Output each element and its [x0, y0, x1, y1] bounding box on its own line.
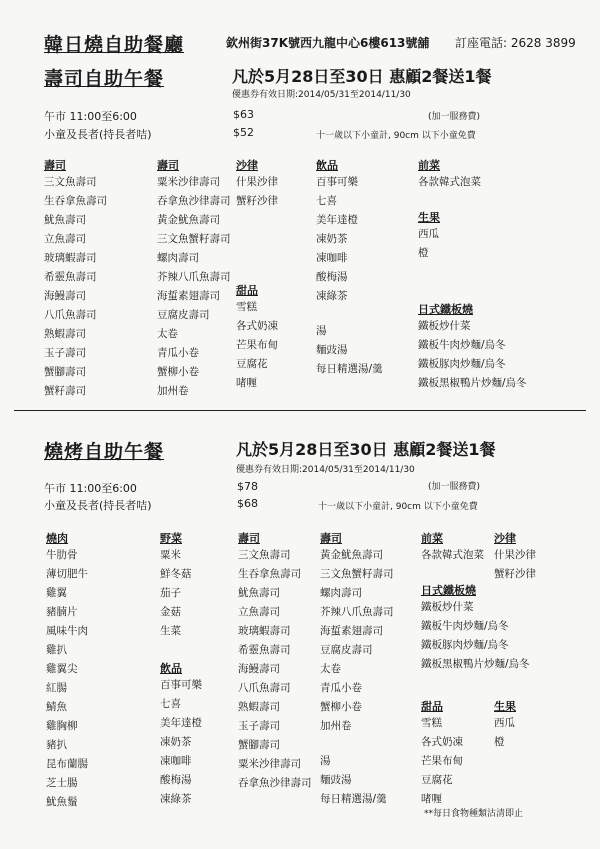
column-heading: 飲品: [160, 662, 182, 675]
menu-item: 凍奶茶: [160, 736, 192, 748]
drinks-column: [160, 660, 202, 809]
menu-item: 魷魚壽司: [238, 587, 280, 599]
menu-item: 三文魚蟹籽壽司: [320, 568, 394, 580]
menu-item: 芥辣八爪魚壽司: [320, 606, 394, 618]
sushi-column-2: [157, 157, 231, 401]
menu-item: 凍奶茶: [316, 233, 348, 245]
menu-item: 立魚壽司: [44, 233, 86, 245]
column-heading: 野菜: [160, 532, 182, 545]
sushi-column-2: [320, 530, 394, 736]
kid-price: $52: [233, 126, 254, 139]
kid-note: 十一歲以下小童計, 90cm 以下小童免費: [318, 502, 478, 512]
fruit-column: [494, 698, 516, 752]
menu-item: 每日精選湯/羹: [316, 363, 383, 375]
menu-item: 紅腸: [46, 682, 67, 694]
menu-item: 鐵板炒什菜: [421, 601, 474, 613]
menu-item: 凍綠茶: [160, 793, 192, 805]
menu-item: 八爪魚壽司: [238, 682, 291, 694]
menu-item: 昆布蘭腸: [46, 758, 88, 770]
column-heading: 飲品: [316, 159, 338, 172]
menu-item: 三文魚壽司: [44, 176, 97, 188]
menu-item: 蟹腳壽司: [44, 366, 86, 378]
restaurant-name: 韓日燒自助餐廳: [44, 34, 185, 56]
menu-item: 魷魚壽司: [44, 214, 86, 226]
menu-item: 黃金魷魚壽司: [157, 214, 220, 226]
menu-item: 魷魚鬚: [46, 796, 78, 808]
menu-item: 希靈魚壽司: [44, 271, 97, 283]
kid-note: 十一歲以下小童計, 90cm 以下小童免費: [316, 131, 476, 141]
service-charge: (加一服務費): [428, 112, 481, 122]
coupon-validity: 優惠券有效日期:2014/05/31至2014/11/30: [232, 90, 411, 100]
menu-item: 蟹籽壽司: [44, 385, 86, 397]
promo-text: 凡於5月28日至30日 惠顧2餐送1餐: [236, 440, 496, 459]
menu-item: 玉子壽司: [238, 720, 280, 732]
menu-item: 鮮冬菇: [160, 568, 192, 580]
menu-item: 風味牛肉: [46, 625, 88, 637]
appetizer-column: [421, 530, 484, 565]
menu-item: 湯: [320, 755, 331, 767]
drinks-column: [316, 157, 358, 306]
menu-item: 橙: [418, 247, 429, 259]
column-heading: 燒肉: [46, 532, 68, 545]
menu-item: 熟蝦壽司: [238, 701, 280, 713]
vegetable-column: [160, 530, 192, 641]
column-heading: 前菜: [418, 159, 440, 172]
menu-item: 芒果布甸: [421, 755, 463, 767]
menu-item: 雞胸柳: [46, 720, 78, 732]
soup-column: [320, 752, 387, 809]
promo-text: 凡於5月28日至30日 惠顧2餐送1餐: [232, 67, 492, 86]
restaurant-phone: 訂座電話: 2628 3899: [455, 36, 576, 50]
menu-item: 吞拿魚沙律壽司: [238, 777, 312, 789]
menu-item: 海鰻壽司: [44, 290, 86, 302]
menu-item: 雪糕: [236, 301, 257, 313]
column-heading: 日式鐵板燒: [421, 584, 476, 597]
menu-item: 酸梅湯: [316, 271, 348, 283]
menu-item: 加州卷: [157, 385, 189, 397]
menu-item: 啫喱: [236, 377, 257, 389]
column-heading: 前菜: [421, 532, 443, 545]
menu-item: 加州卷: [320, 720, 352, 732]
menu-item: 生菜: [160, 625, 181, 637]
menu-item: 鐵板黑椒鴨片炒麵/烏冬: [418, 377, 527, 389]
menu-item: 鐵板黑椒鴨片炒麵/烏冬: [421, 658, 530, 670]
menu-item: 什果沙律: [494, 549, 536, 561]
adult-price: $78: [237, 480, 258, 493]
menu-item: 每日精選湯/羹: [320, 793, 387, 805]
menu-item: 玉子壽司: [44, 347, 86, 359]
section-divider: [14, 410, 586, 411]
teppanyaki-column: [421, 582, 530, 674]
menu-item: 雞翼尖: [46, 663, 78, 675]
menu-item: 鐵板炒什菜: [418, 320, 471, 332]
column-heading: 沙律: [494, 532, 516, 545]
sushi-column-1: [238, 530, 312, 793]
fruit-column: [418, 209, 440, 263]
menu-item: 凍咖啡: [160, 755, 192, 767]
menu-item: 玻璃蝦壽司: [44, 252, 97, 264]
menu-item: 玻璃蝦壽司: [238, 625, 291, 637]
section-title-bbq: 燒烤自助午餐: [44, 441, 165, 463]
coupon-validity: 優惠券有效日期:2014/05/31至2014/11/30: [236, 465, 415, 475]
menu-item: 七喜: [160, 698, 181, 710]
menu-item: 螺肉壽司: [320, 587, 362, 599]
menu-item: 螺肉壽司: [157, 252, 199, 264]
menu-item: 豆腐花: [421, 774, 453, 786]
menu-item: 麵豉湯: [316, 344, 348, 356]
menu-item: 橙: [494, 736, 505, 748]
menu-item: 三文魚蟹籽壽司: [157, 233, 231, 245]
menu-item: 青瓜小卷: [157, 347, 199, 359]
menu-item: 牛肋骨: [46, 549, 78, 561]
menu-item: 蟹籽沙律: [494, 568, 536, 580]
menu-item: 啫喱: [421, 793, 442, 805]
menu-item: 吞拿魚沙律壽司: [157, 195, 231, 207]
menu-item: 薄切肥牛: [46, 568, 88, 580]
menu-item: 金菇: [160, 606, 181, 618]
menu-item: 八爪魚壽司: [44, 309, 97, 321]
appetizer-column: [418, 157, 481, 192]
menu-item: 豆腐皮壽司: [157, 309, 210, 321]
column-heading: 沙律: [236, 159, 258, 172]
column-heading: 壽司: [320, 532, 342, 545]
menu-item: 芒果布甸: [236, 339, 278, 351]
sushi-column-1: [44, 157, 107, 401]
menu-item: 豆腐花: [236, 358, 268, 370]
menu-item: 鯖魚: [46, 701, 67, 713]
menu-item: 海蜇素翅壽司: [320, 625, 383, 637]
menu-item: 雪糕: [421, 717, 442, 729]
lunch-time: 午市 11:00至6:00: [44, 110, 137, 123]
footnote: **每日食物種類沽清即止: [424, 809, 524, 819]
menu-item: 粟米沙律壽司: [157, 176, 220, 188]
dessert-column: [421, 698, 463, 809]
menu-item: 茄子: [160, 587, 181, 599]
menu-item: 鐵板牛肉炒麵/烏冬: [418, 339, 506, 351]
menu-item: 湯: [316, 325, 327, 337]
menu-item: 芥辣八爪魚壽司: [157, 271, 231, 283]
menu-item: 鐵板豚肉炒麵/烏冬: [418, 358, 506, 370]
menu-item: 豆腐皮壽司: [320, 644, 373, 656]
column-heading: 生果: [494, 700, 516, 713]
menu-item: 粟米: [160, 549, 181, 561]
menu-item: 豬腩片: [46, 606, 78, 618]
dessert-column: [236, 282, 278, 393]
menu-item: 凍綠茶: [316, 290, 348, 302]
column-heading: 壽司: [44, 159, 66, 172]
menu-item: 蟹腳壽司: [238, 739, 280, 751]
menu-item: 各款韓式泡菜: [421, 549, 484, 561]
menu-item: 太卷: [157, 328, 178, 340]
section-title-sushi: 壽司自助午餐: [44, 68, 165, 90]
column-heading: 壽司: [238, 532, 260, 545]
menu-item: 西瓜: [494, 717, 515, 729]
menu-item: 七喜: [316, 195, 337, 207]
menu-item: 凍咖啡: [316, 252, 348, 264]
menu-item: 酸梅湯: [160, 774, 192, 786]
restaurant-address: 欽州街37K號西九龍中心6樓613號舖: [226, 36, 430, 50]
salad-column: [494, 530, 536, 584]
column-heading: 生果: [418, 211, 440, 224]
salad-column: [236, 157, 278, 211]
menu-item: 黃金魷魚壽司: [320, 549, 383, 561]
menu-item: 立魚壽司: [238, 606, 280, 618]
service-charge: (加一服務費): [428, 482, 481, 492]
menu-item: 百事可樂: [160, 679, 202, 691]
kid-label: 小童及長者(持長者咭): [44, 128, 152, 141]
column-heading: 壽司: [157, 159, 179, 172]
menu-item: 鐵板牛肉炒麵/烏冬: [421, 620, 509, 632]
menu-item: 蟹柳小卷: [320, 701, 362, 713]
column-heading: 甜品: [421, 700, 443, 713]
menu-item: 粟米沙律壽司: [238, 758, 301, 770]
lunch-time: 午市 11:00至6:00: [44, 482, 137, 495]
menu-item: 熟蝦壽司: [44, 328, 86, 340]
kid-price: $68: [237, 497, 258, 510]
menu-item: 鐵板豚肉炒麵/烏冬: [421, 639, 509, 651]
menu-item: 芝士腸: [46, 777, 78, 789]
column-heading: 日式鐵板燒: [418, 303, 473, 316]
menu-item: 希靈魚壽司: [238, 644, 291, 656]
soup-column: [316, 322, 383, 379]
kid-label: 小童及長者(持長者咭): [44, 499, 152, 512]
menu-item: 各式奶凍: [236, 320, 278, 332]
menu-item: 百事可樂: [316, 176, 358, 188]
menu-item: 什果沙律: [236, 176, 278, 188]
menu-item: 各款韓式泡菜: [418, 176, 481, 188]
menu-item: 各式奶凍: [421, 736, 463, 748]
menu-item: 太卷: [320, 663, 341, 675]
menu-item: 海鰻壽司: [238, 663, 280, 675]
adult-price: $63: [233, 108, 254, 121]
menu-item: 雞扒: [46, 644, 67, 656]
menu-item: 蟹柳小卷: [157, 366, 199, 378]
menu-item: 豬扒: [46, 739, 67, 751]
teppanyaki-column: [418, 301, 527, 393]
menu-item: 蟹籽沙律: [236, 195, 278, 207]
menu-item: 美年達橙: [160, 717, 202, 729]
menu-item: 雞翼: [46, 587, 67, 599]
column-heading: 甜品: [236, 284, 258, 297]
menu-item: 麵豉湯: [320, 774, 352, 786]
menu-item: 三文魚壽司: [238, 549, 291, 561]
menu-item: 美年達橙: [316, 214, 358, 226]
menu-item: 青瓜小卷: [320, 682, 362, 694]
menu-item: 生吞拿魚壽司: [44, 195, 107, 207]
menu-item: 生吞拿魚壽司: [238, 568, 301, 580]
bbq-meat-column: [46, 530, 88, 812]
menu-item: 西瓜: [418, 228, 439, 240]
menu-item: 海蜇素翅壽司: [157, 290, 220, 302]
